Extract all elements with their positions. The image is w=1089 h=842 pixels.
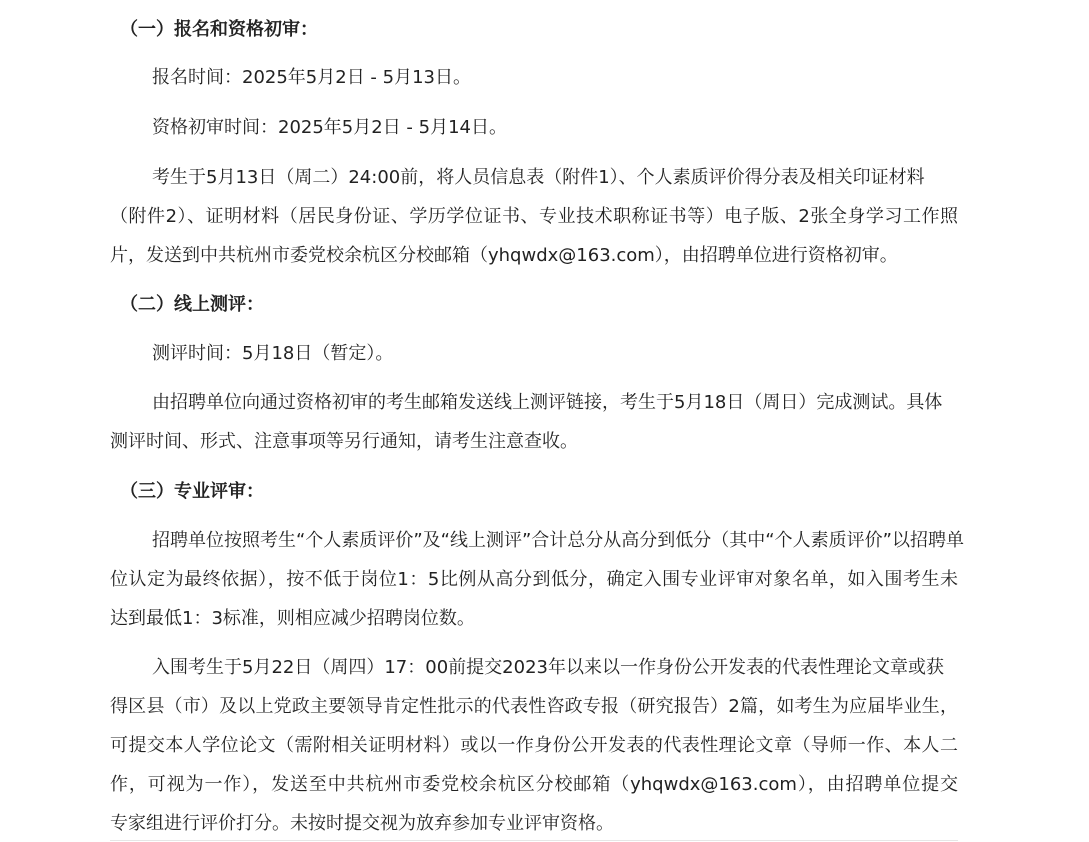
- paragraph-line: 得区县（市）及以上党政主要领导肯定性批示的代表性咨政专报（研究报告）2篇，如考生为应届毕业生，: [110, 696, 958, 717]
- paragraph-line: 招聘单位按照考生“个人素质评价”及“线上测评”合计总分从高分到低分（其中“个人素质评价”以招聘单: [152, 530, 964, 551]
- paragraph-line: 测评时间、形式、注意事项等另行通知，请考生注意查收。: [110, 431, 578, 452]
- section-heading-online-test: （二）线上测评：: [120, 294, 264, 315]
- paragraph-line: 作，可视为一作），发送至中共杭州市委党校余杭区分校邮箱（yhqwdx@163.com），由招聘单位提交: [110, 774, 958, 795]
- paragraph-line: 可提交本人学位论文（需附相关证明材料）或以一作身份公开发表的代表性理论文章（导师一作、本人二: [110, 735, 958, 756]
- paragraph-line: 考生于5月13日（周二）24:00前，将人员信息表（附件1）、个人素质评价得分表及相关印证材料: [152, 167, 925, 188]
- registration-time: 报名时间：2025年5月2日 - 5月13日。: [152, 67, 472, 88]
- initial-review-time: 资格初审时间：2025年5月2日 - 5月14日。: [152, 117, 508, 138]
- paragraph-line: 由招聘单位向通过资格初审的考生邮箱发送线上测评链接，考生于5月18日（周日）完成测试。具体: [152, 392, 943, 413]
- section-heading-professional-review: （三）专业评审：: [120, 481, 264, 502]
- divider: [110, 840, 958, 841]
- test-time: 测评时间：5月18日（暂定）。: [152, 343, 394, 364]
- paragraph-line: 片，发送到中共杭州市委党校余杭区分校邮箱（yhqwdx@163.com），由招聘单位进行资格初审。: [110, 245, 898, 266]
- paragraph-line: 入围考生于5月22日（周四）17：00前提交2023年以来以一作身份公开发表的代表性理论文章或获: [152, 657, 944, 678]
- paragraph-line: 专家组进行评价打分。未按时提交视为放弃参加专业评审资格。: [110, 813, 614, 834]
- section-heading-registration: （一）报名和资格初审：: [120, 19, 318, 40]
- paragraph-line: （附件2）、证明材料（居民身份证、学历学位证书、专业技术职称证书等）电子版、2张全身学习工作照: [110, 206, 958, 227]
- paragraph-line: 达到最低1：3标准，则相应减少招聘岗位数。: [110, 608, 475, 629]
- paragraph-line: 位认定为最终依据），按不低于岗位1：5比例从高分到低分，确定入围专业评审对象名单，如入围考生未: [110, 569, 958, 590]
